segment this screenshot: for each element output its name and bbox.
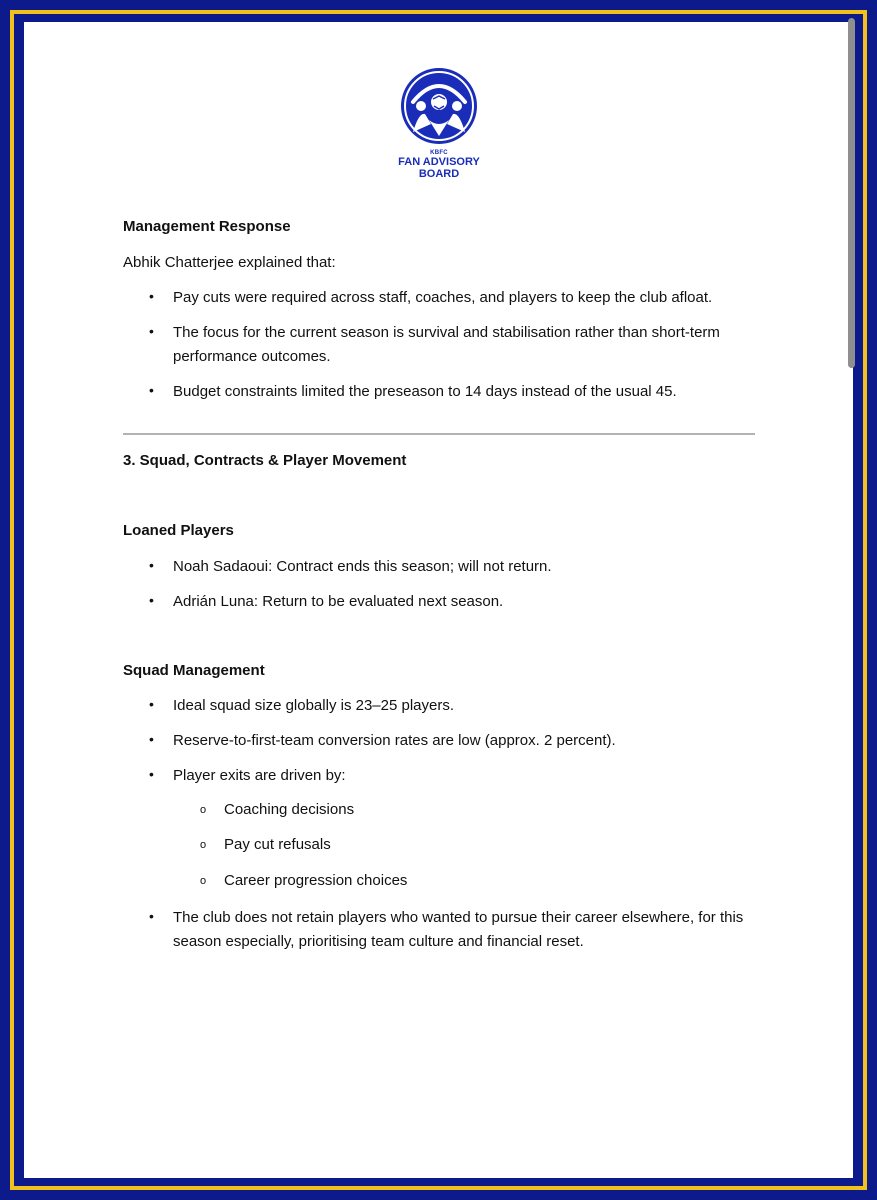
logo-club-text: KBFC — [430, 150, 448, 156]
bullet-icon: • — [149, 288, 154, 304]
bullet-icon: • — [149, 766, 154, 782]
vertical-scrollbar[interactable] — [848, 18, 855, 368]
list-item: Budget constraints limited the preseason to 14 days instead of the usual 45. — [173, 383, 677, 400]
list-item: Adrián Luna: Return to be evaluated next season. — [173, 593, 504, 610]
management-intro: Abhik Chatterjee explained that: — [123, 254, 336, 271]
logo-emblem-icon — [399, 66, 479, 146]
bullet-icon: • — [149, 592, 154, 608]
squad-management-heading: Squad Management — [123, 662, 265, 679]
list-item: Ideal squad size globally is 23–25 players. — [173, 697, 455, 714]
bullet-icon: • — [149, 696, 154, 712]
logo-line-2: BOARD — [418, 168, 460, 180]
loaned-players-heading: Loaned Players — [123, 522, 234, 539]
sub-bullet-icon: o — [200, 804, 207, 816]
list-item: Player exits are driven by: — [173, 767, 346, 784]
sub-list-item: Career progression choices — [224, 872, 408, 889]
bullet-icon: • — [149, 557, 154, 573]
section-divider — [123, 433, 755, 435]
sub-bullet-icon: o — [200, 839, 207, 851]
sub-list-item: Pay cut refusals — [224, 836, 331, 853]
bullet-icon: • — [149, 908, 154, 924]
list-item: The focus for the current season is survival and stabilisation rather than short-term performance outcomes. — [173, 324, 720, 365]
logo-line-1: FAN ADVISORY — [398, 156, 480, 168]
list-item: Pay cuts were required across staff, coaches, and players to keep the club afloat. — [173, 289, 713, 306]
section-3-heading: 3. Squad, Contracts & Player Movement — [123, 452, 407, 469]
list-item: Reserve-to-first-team conversion rates are low (approx. 2 percent). — [173, 732, 616, 749]
document-page — [24, 22, 853, 1178]
list-item: Noah Sadaoui: Contract ends this season; will not return. — [173, 558, 552, 575]
management-response-heading: Management Response — [123, 218, 291, 235]
fan-advisory-board-logo — [397, 66, 481, 206]
sub-bullet-icon: o — [200, 875, 207, 887]
bullet-icon: • — [149, 731, 154, 747]
list-item: The club does not retain players who wanted to pursue their career elsewhere, for this season especially, prioritising team culture and financial reset. — [173, 909, 744, 950]
bullet-icon: • — [149, 323, 154, 339]
sub-list-item: Coaching decisions — [224, 801, 355, 818]
bullet-icon: • — [149, 382, 154, 398]
